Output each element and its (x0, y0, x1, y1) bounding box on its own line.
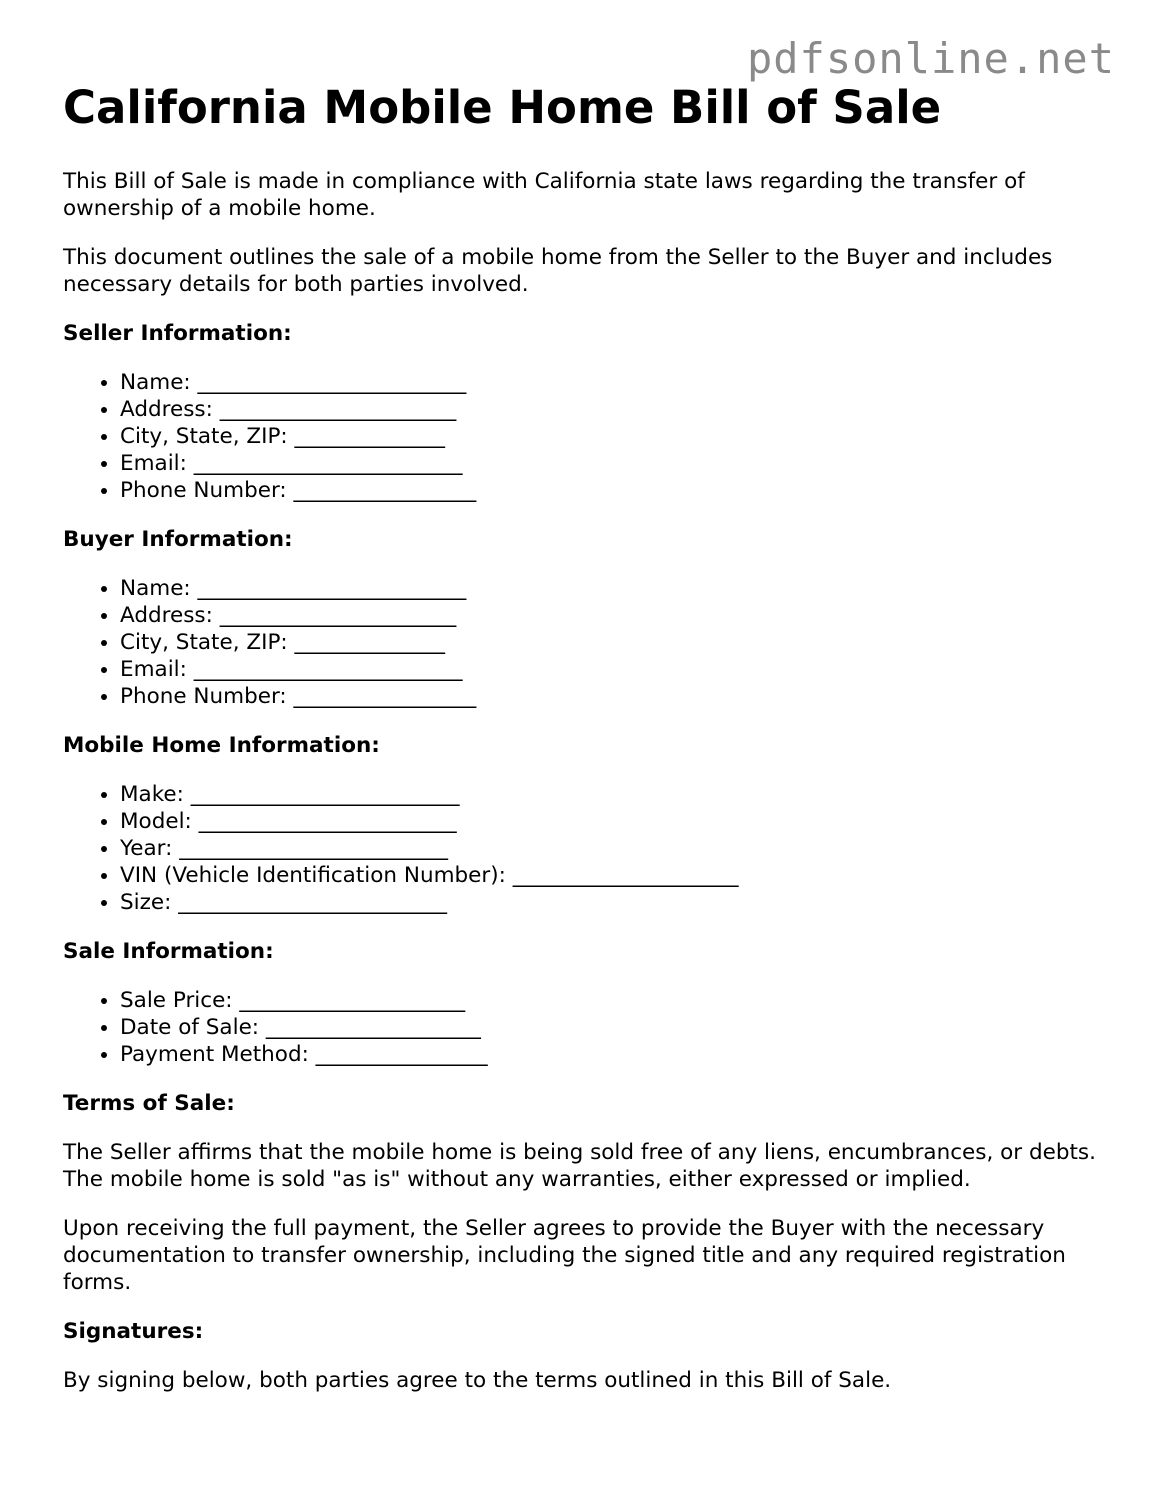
model-field: • Model: ________________________ (120, 808, 1103, 835)
date-of-sale-field: • Date of Sale: ____________________ (120, 1014, 1103, 1041)
sale-info-list (63, 987, 1103, 1068)
document-page (63, 82, 1103, 1416)
seller-email-field: • Email: _________________________ (120, 450, 1103, 477)
buyer-name-field: • Name: _________________________ (120, 575, 1103, 602)
seller-info-list (63, 369, 1103, 504)
seller-section-heading: Seller Information: (63, 321, 292, 346)
mobile-home-section-heading: Mobile Home Information: (63, 733, 380, 758)
signatures-section-heading: Signatures: (63, 1319, 204, 1344)
seller-city-state-zip-field: • City, State, ZIP: ______________ (120, 423, 1103, 450)
document-title: California Mobile Home Bill of Sale (63, 81, 942, 134)
intro-paragraph: This Bill of Sale is made in compliance with California state laws regarding the transfer of ownership of a mobile home. (63, 169, 1025, 221)
sale-price-field: • Sale Price: _____________________ (120, 987, 1103, 1014)
intro-paragraph: This document outlines the sale of a mobile home from the Seller to the Buyer and includes necessary details for both parties involved. (63, 245, 1053, 297)
year-field: • Year: _________________________ (120, 835, 1103, 862)
sale-section-heading: Sale Information: (63, 939, 274, 964)
buyer-info-list (63, 575, 1103, 710)
buyer-section-heading: Buyer Information: (63, 527, 293, 552)
terms-paragraph: Upon receiving the full payment, the Seller agrees to provide the Buyer with the necessary documentation to transfer ownership, including the signed title and any required registration forms. (63, 1216, 1066, 1295)
vin-field: • VIN (Vehicle Identification Number): _____________________ (120, 862, 1103, 889)
terms-section-heading: Terms of Sale: (63, 1091, 235, 1116)
mobile-home-info-list (63, 781, 1103, 916)
buyer-phone-field: • Phone Number: _________________ (120, 683, 1103, 710)
make-field: • Make: _________________________ (120, 781, 1103, 808)
buyer-city-state-zip-field: • City, State, ZIP: ______________ (120, 629, 1103, 656)
buyer-email-field: • Email: _________________________ (120, 656, 1103, 683)
terms-paragraph: The Seller affirms that the mobile home is being sold free of any liens, encumbrances, or debts. The mobile home is sold "as is" without any warranties, either expressed or implied. (63, 1140, 1096, 1192)
seller-address-field: • Address: ______________________ (120, 396, 1103, 423)
size-field: • Size: _________________________ (120, 889, 1103, 916)
seller-name-field: • Name: _________________________ (120, 369, 1103, 396)
payment-method-field: • Payment Method: ________________ (120, 1041, 1103, 1068)
signatures-paragraph: By signing below, both parties agree to the terms outlined in this Bill of Sale. (63, 1368, 892, 1393)
seller-phone-field: • Phone Number: _________________ (120, 477, 1103, 504)
watermark-text: pdfsonline.net (746, 34, 1115, 83)
buyer-address-field: • Address: ______________________ (120, 602, 1103, 629)
